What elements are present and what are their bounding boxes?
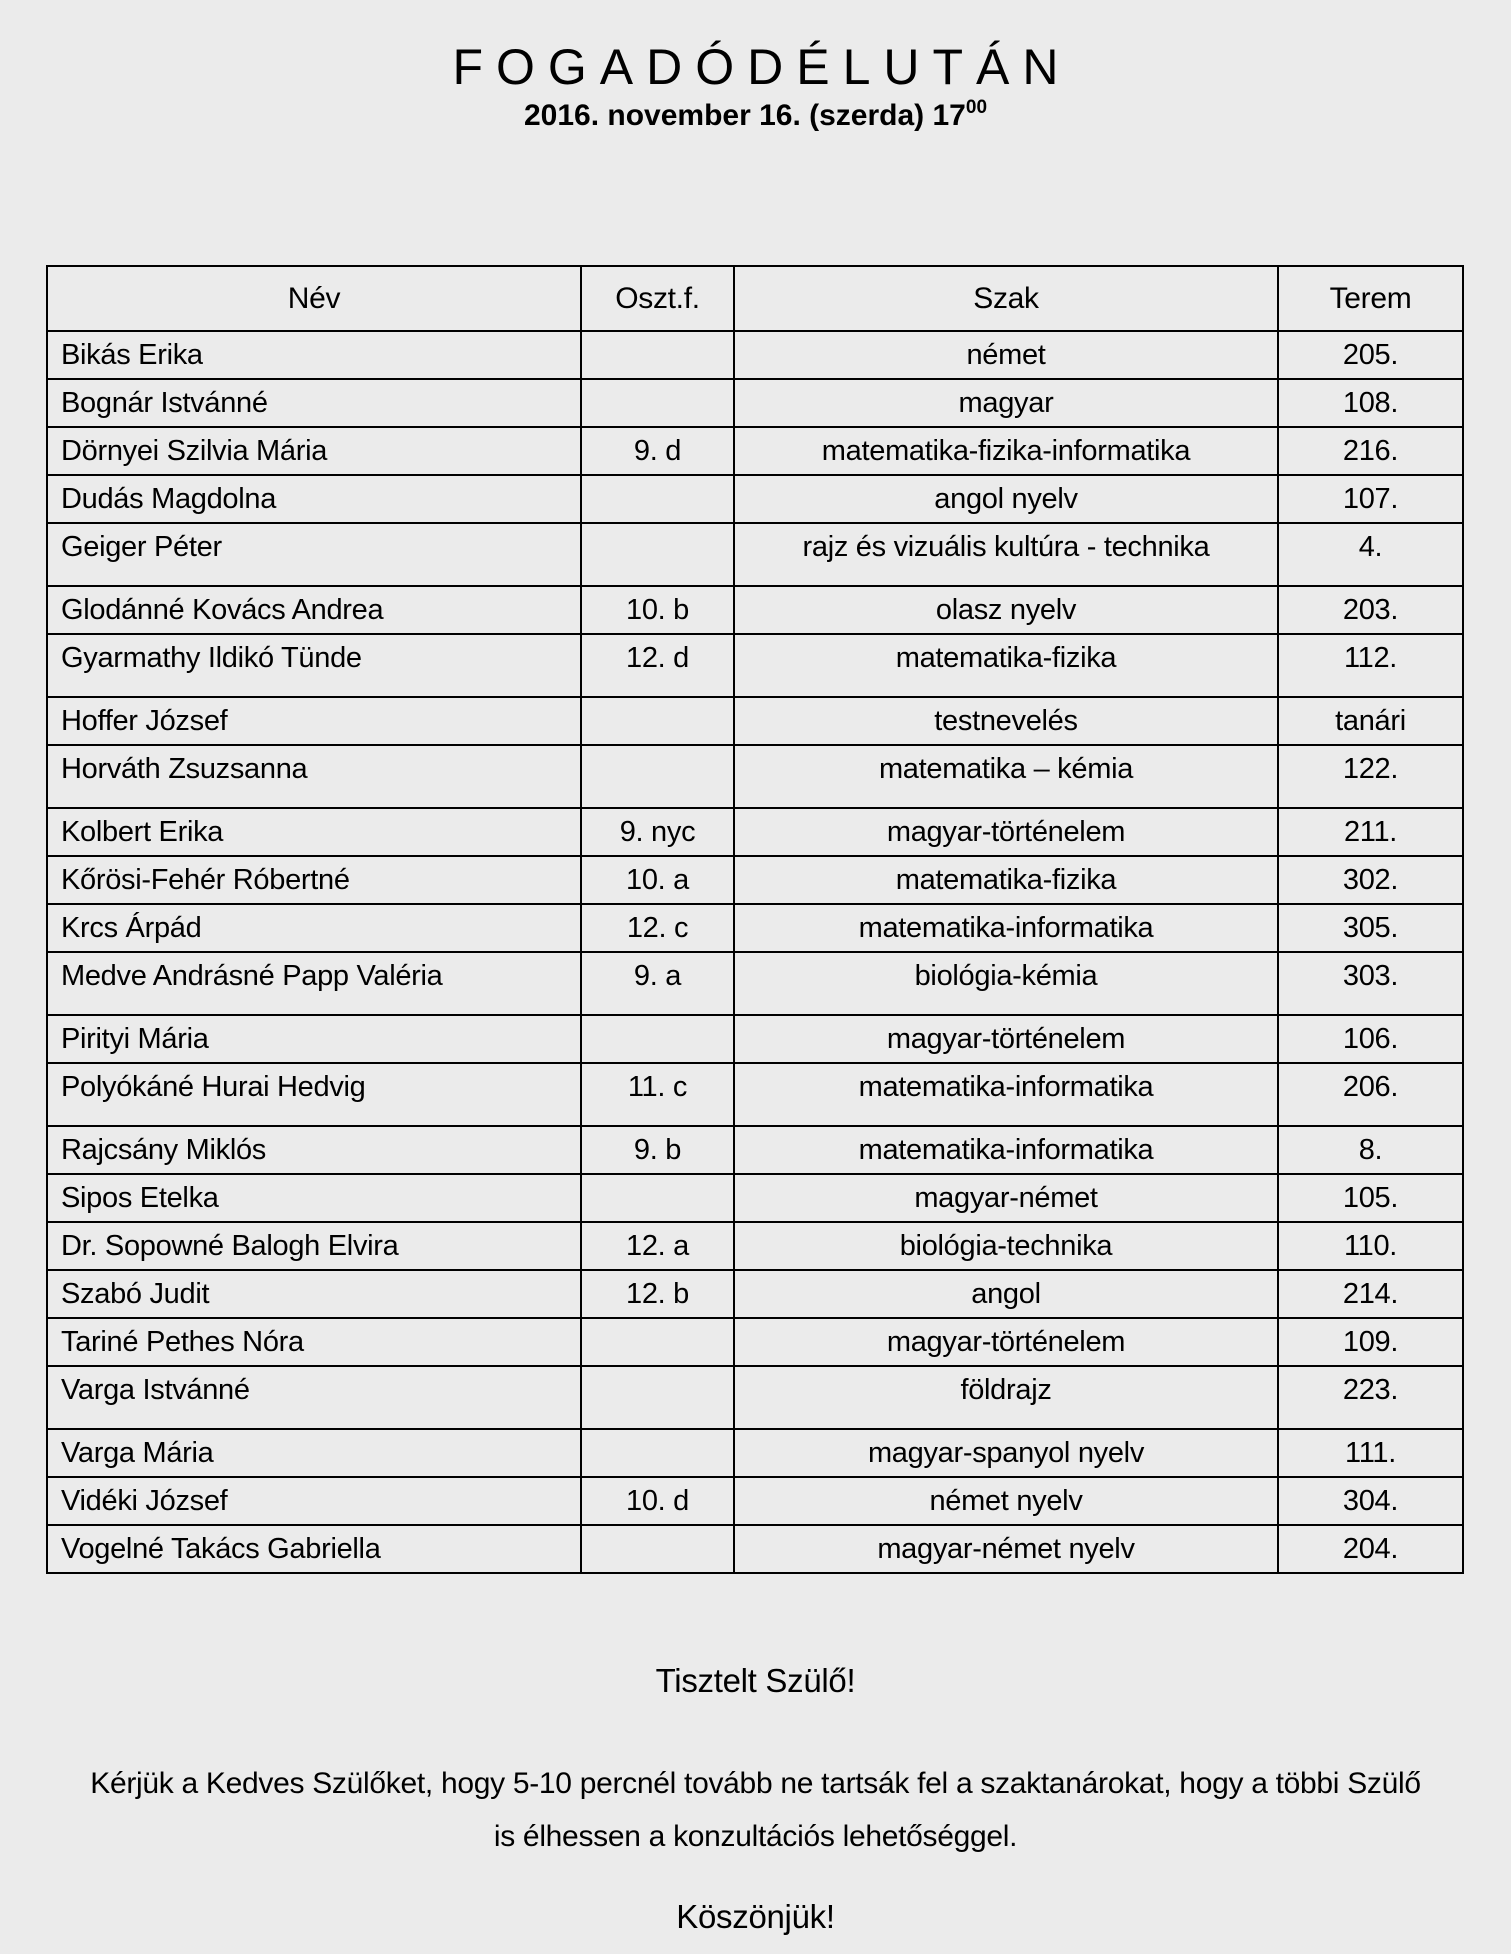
table-row <box>47 331 1463 379</box>
cell-terem: 105. <box>1278 1174 1463 1222</box>
cell-name: Horváth Zsuzsanna <box>47 745 581 808</box>
table-row <box>47 808 1463 856</box>
cell-szak: biológia-kémia <box>734 952 1278 1015</box>
cell-szak: matematika – kémia <box>734 745 1278 808</box>
cell-terem: 204. <box>1278 1525 1463 1573</box>
cell-osztf <box>581 1366 734 1429</box>
table-row <box>47 523 1463 586</box>
cell-szak: földrajz <box>734 1366 1278 1429</box>
cell-name: Bognár Istvánné <box>47 379 581 427</box>
cell-name: Varga Mária <box>47 1429 581 1477</box>
cell-osztf <box>581 745 734 808</box>
cell-osztf: 10. b <box>581 586 734 634</box>
table-row <box>47 856 1463 904</box>
cell-name: Polyókáné Hurai Hedvig <box>47 1063 581 1126</box>
cell-terem: 304. <box>1278 1477 1463 1525</box>
cell-osztf <box>581 523 734 586</box>
cell-osztf: 12. b <box>581 1270 734 1318</box>
cell-name: Bikás Erika <box>47 331 581 379</box>
table-row <box>47 379 1463 427</box>
cell-terem: 4. <box>1278 523 1463 586</box>
cell-name: Dr. Sopowné Balogh Elvira <box>47 1222 581 1270</box>
cell-terem: 108. <box>1278 379 1463 427</box>
table-row <box>47 1174 1463 1222</box>
cell-terem: 110. <box>1278 1222 1463 1270</box>
column-header-osztf: Oszt.f. <box>581 266 734 331</box>
cell-szak: olasz nyelv <box>734 586 1278 634</box>
cell-osztf: 12. d <box>581 634 734 697</box>
cell-terem: 216. <box>1278 427 1463 475</box>
cell-name: Geiger Péter <box>47 523 581 586</box>
table-row <box>47 634 1463 697</box>
page-title: FOGADÓDÉLUTÁN <box>452 39 1072 95</box>
table-row <box>47 1366 1463 1429</box>
cell-terem: 302. <box>1278 856 1463 904</box>
cell-osztf: 10. d <box>581 1477 734 1525</box>
salutation-text: Tisztelt Szülő! <box>655 1662 856 1699</box>
table-row <box>47 1477 1463 1525</box>
table-row <box>47 952 1463 1015</box>
cell-terem: 203. <box>1278 586 1463 634</box>
cell-terem: 122. <box>1278 745 1463 808</box>
cell-osztf <box>581 1015 734 1063</box>
subtitle-superscript-minutes: 00 <box>965 97 988 118</box>
table-row <box>47 1015 1463 1063</box>
cell-osztf <box>581 1318 734 1366</box>
cell-name: Gyarmathy Ildikó Tünde <box>47 634 581 697</box>
cell-szak: magyar-történelem <box>734 808 1278 856</box>
table-row <box>47 1126 1463 1174</box>
table-row <box>47 1318 1463 1366</box>
cell-terem: 109. <box>1278 1318 1463 1366</box>
notice-line-2: is élhessen a konzultációs lehetőséggel. <box>493 1820 1018 1853</box>
cell-terem: 8. <box>1278 1126 1463 1174</box>
cell-szak: magyar-spanyol nyelv <box>734 1429 1278 1477</box>
subtitle-date: 2016. november 16. (szerda) 17 <box>523 99 966 132</box>
cell-szak: magyar-történelem <box>734 1318 1278 1366</box>
cell-terem: 305. <box>1278 904 1463 952</box>
cell-name: Dudás Magdolna <box>47 475 581 523</box>
cell-terem: 303. <box>1278 952 1463 1015</box>
table-row <box>47 904 1463 952</box>
cell-terem: 205. <box>1278 331 1463 379</box>
cell-terem: 111. <box>1278 1429 1463 1477</box>
column-header-terem: Terem <box>1278 266 1463 331</box>
cell-szak: magyar <box>734 379 1278 427</box>
cell-name: Szabó Judit <box>47 1270 581 1318</box>
cell-name: Krcs Árpád <box>47 904 581 952</box>
table-header-row <box>47 266 1463 331</box>
cell-osztf: 9. nyc <box>581 808 734 856</box>
table-row <box>47 1429 1463 1477</box>
cell-szak: német nyelv <box>734 1477 1278 1525</box>
cell-szak: angol <box>734 1270 1278 1318</box>
table-row <box>47 475 1463 523</box>
cell-terem: 211. <box>1278 808 1463 856</box>
cell-osztf <box>581 331 734 379</box>
page-subtitle <box>0 99 1511 133</box>
cell-name: Kolbert Erika <box>47 808 581 856</box>
cell-osztf: 9. a <box>581 952 734 1015</box>
cell-szak: matematika-informatika <box>734 904 1278 952</box>
cell-name: Varga Istvánné <box>47 1366 581 1429</box>
cell-osztf: 12. a <box>581 1222 734 1270</box>
cell-osztf <box>581 1174 734 1222</box>
table-row <box>47 697 1463 745</box>
cell-osztf <box>581 475 734 523</box>
thanks-text: Köszönjük! <box>676 1898 835 1935</box>
cell-terem: tanári <box>1278 697 1463 745</box>
cell-szak: matematika-informatika <box>734 1063 1278 1126</box>
cell-terem: 106. <box>1278 1015 1463 1063</box>
table-row <box>47 1525 1463 1573</box>
cell-terem: 206. <box>1278 1063 1463 1126</box>
cell-name: Dörnyei Szilvia Mária <box>47 427 581 475</box>
cell-szak: matematika-informatika <box>734 1126 1278 1174</box>
cell-szak: rajz és vizuális kultúra - technika <box>734 523 1278 586</box>
teachers-table <box>46 265 1464 1574</box>
notice-paragraph <box>0 1757 1511 1863</box>
cell-terem: 214. <box>1278 1270 1463 1318</box>
cell-szak: matematika-fizika <box>734 856 1278 904</box>
cell-name: Vidéki József <box>47 1477 581 1525</box>
cell-szak: magyar-történelem <box>734 1015 1278 1063</box>
cell-szak: angol nyelv <box>734 475 1278 523</box>
cell-name: Pirityi Mária <box>47 1015 581 1063</box>
cell-osztf <box>581 1429 734 1477</box>
table-row <box>47 427 1463 475</box>
cell-osztf: 9. d <box>581 427 734 475</box>
cell-name: Glodánné Kovács Andrea <box>47 586 581 634</box>
cell-osztf <box>581 697 734 745</box>
table-row <box>47 745 1463 808</box>
cell-name: Vogelné Takács Gabriella <box>47 1525 581 1573</box>
cell-szak: biológia-technika <box>734 1222 1278 1270</box>
cell-osztf: 12. c <box>581 904 734 952</box>
cell-name: Rajcsány Miklós <box>47 1126 581 1174</box>
cell-osztf <box>581 1525 734 1573</box>
cell-osztf: 9. b <box>581 1126 734 1174</box>
cell-name: Hoffer József <box>47 697 581 745</box>
cell-osztf <box>581 379 734 427</box>
column-header-nev: Név <box>47 266 581 331</box>
cell-name: Tariné Pethes Nóra <box>47 1318 581 1366</box>
column-header-szak: Szak <box>734 266 1278 331</box>
cell-szak: magyar-német <box>734 1174 1278 1222</box>
cell-terem: 112. <box>1278 634 1463 697</box>
cell-szak: testnevelés <box>734 697 1278 745</box>
table-row <box>47 1222 1463 1270</box>
cell-szak: matematika-fizika <box>734 634 1278 697</box>
cell-szak: magyar-német nyelv <box>734 1525 1278 1573</box>
cell-name: Sipos Etelka <box>47 1174 581 1222</box>
table-row <box>47 1270 1463 1318</box>
cell-szak: német <box>734 331 1278 379</box>
cell-name: Kőrösi-Fehér Róbertné <box>47 856 581 904</box>
cell-terem: 223. <box>1278 1366 1463 1429</box>
cell-name: Medve Andrásné Papp Valéria <box>47 952 581 1015</box>
cell-osztf: 11. c <box>581 1063 734 1126</box>
table-row <box>47 586 1463 634</box>
notice-line-1: Kérjük a Kedves Szülőket, hogy 5-10 percnél tovább ne tartsák fel a szaktanárokat, hogy a többi Szülő <box>90 1767 1421 1800</box>
table-row <box>47 1063 1463 1126</box>
cell-szak: matematika-fizika-informatika <box>734 427 1278 475</box>
cell-terem: 107. <box>1278 475 1463 523</box>
cell-osztf: 10. a <box>581 856 734 904</box>
